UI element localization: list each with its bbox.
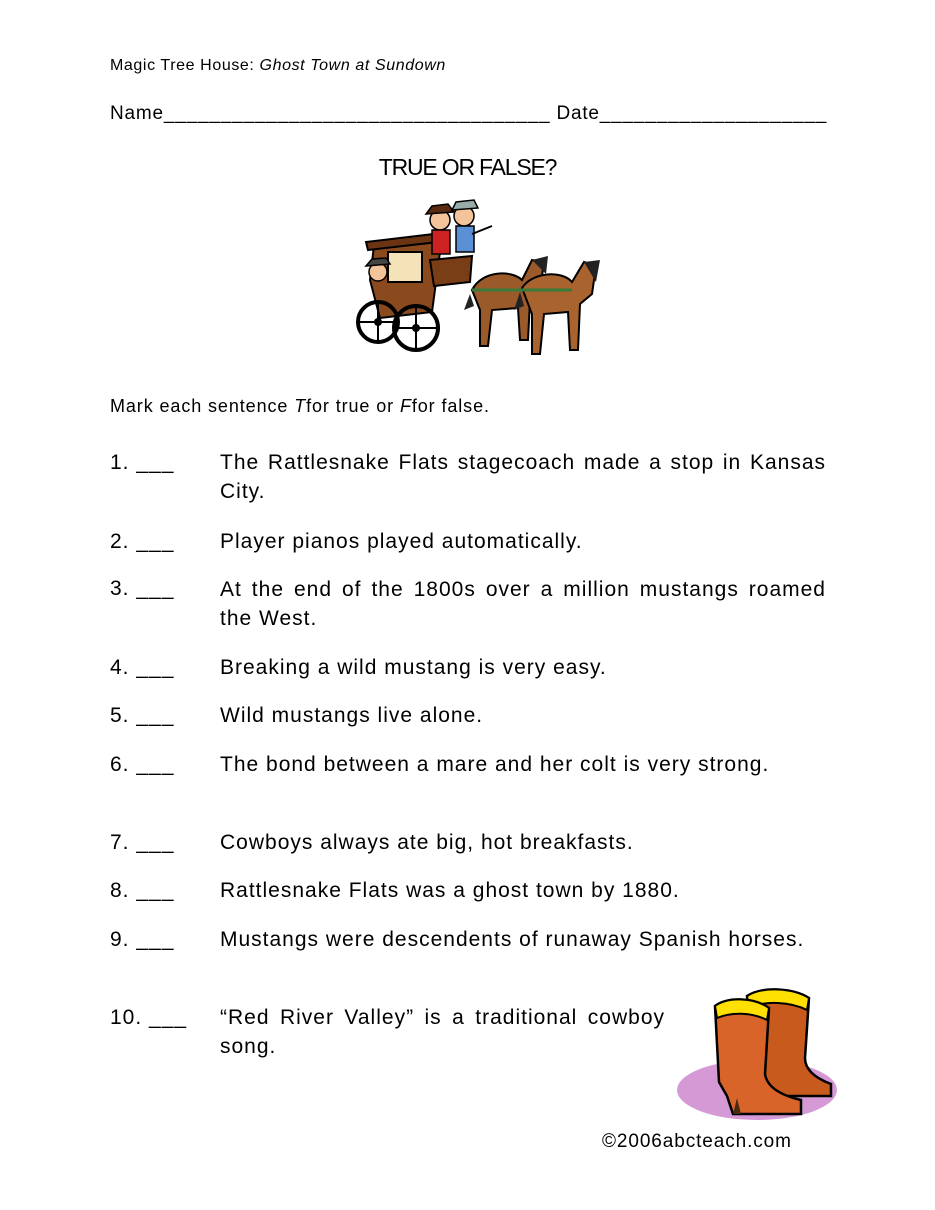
question-number[interactable]: 10. ___ — [110, 1006, 188, 1029]
instructions — [110, 396, 490, 417]
stagecoach-illustration — [352, 190, 602, 390]
question-number[interactable]: 1. ___ — [110, 451, 175, 474]
copyright-notice: ©2006abcteach.com — [602, 1131, 792, 1152]
question-text: Rattlesnake Flats was a ghost town by 1880. — [220, 879, 680, 902]
instructions-text: for false. — [411, 396, 490, 416]
true-letter: T — [294, 396, 307, 416]
instructions-text: Mark each sentence — [110, 396, 295, 416]
cowboy-boots-illustration — [675, 978, 840, 1123]
book-title: Ghost Town at Sundown — [259, 57, 446, 74]
question-text: Player pianos played automatically. — [220, 530, 583, 553]
series-name: Magic Tree House: — [110, 57, 260, 74]
question-text: Cowboys always ate big, hot breakfasts. — [220, 831, 634, 854]
header-title — [110, 57, 446, 75]
question-number[interactable]: 9. ___ — [110, 928, 175, 951]
date-field[interactable]: Date____________________ — [556, 103, 828, 124]
name-field[interactable]: Name__________________________________ — [110, 103, 551, 124]
question-number[interactable]: 3. ___ — [110, 577, 175, 600]
question-text: “Red River Valley” is a traditional cowboy song. — [220, 1006, 665, 1058]
name-date-line — [110, 103, 827, 125]
question-text: At the end of the 1800s over a million mustangs roamed the West. — [220, 578, 826, 630]
question-number[interactable]: 2. ___ — [110, 530, 175, 553]
question-number[interactable]: 6. ___ — [110, 753, 175, 776]
question-text: The bond between a mare and her colt is very strong. — [220, 753, 770, 776]
false-letter: F — [399, 396, 412, 416]
question-text: The Rattlesnake Flats stagecoach made a stop in Kansas City. — [220, 451, 826, 503]
worksheet-title: TRUE OR FALSE? — [378, 154, 557, 180]
question-number[interactable]: 4. ___ — [110, 656, 175, 679]
question-number[interactable]: 7. ___ — [110, 831, 175, 854]
question-text: Mustangs were descendents of runaway Spanish horses. — [220, 928, 805, 951]
instructions-text: for true or — [306, 396, 400, 416]
question-number[interactable]: 5. ___ — [110, 704, 175, 727]
question-text: Breaking a wild mustang is very easy. — [220, 656, 607, 679]
question-number[interactable]: 8. ___ — [110, 879, 175, 902]
question-text: Wild mustangs live alone. — [220, 704, 484, 727]
